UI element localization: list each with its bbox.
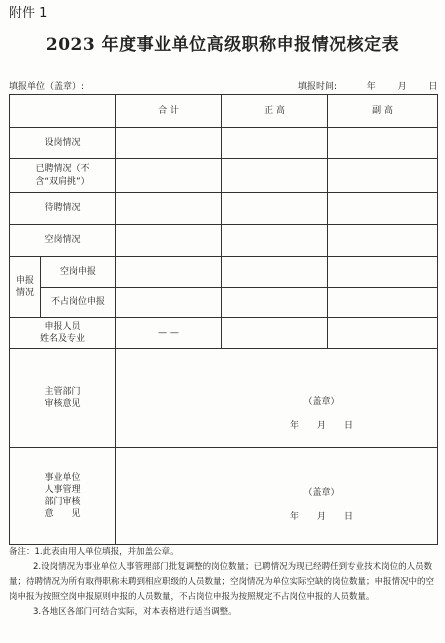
fill-unit-label: 填报单位（盖章）: [9,82,85,92]
header-row [10,95,438,128]
table-row [10,159,438,193]
column-senior-deputy: 副 高 [328,95,438,128]
row-label-hired [10,159,116,193]
row-label-dept-review [10,349,116,448]
row-label-applicants [10,318,116,349]
row-label-applicants-line1: 申报人员 [44,321,81,332]
input-cell[interactable] [116,257,222,288]
month-label: 月 [397,82,407,92]
input-cell[interactable] [222,318,328,349]
row-label-dept-line2: 审核意见 [44,399,81,409]
input-cell[interactable] [222,257,328,288]
header-corner-cell [10,95,116,128]
row-label-hired-line2: 含“双肩挑”） [35,176,90,187]
note-3: 3.各地区各部门可结合实际，对本表格进行适当调整。 [33,607,237,617]
input-cell[interactable] [328,225,438,257]
column-senior-full: 正 高 [222,95,328,128]
notes-section [9,545,437,620]
table-row [10,257,438,288]
input-cell[interactable] [222,288,328,318]
input-cell[interactable] [116,159,222,193]
day-label: 日 [428,82,438,92]
input-cell[interactable] [116,225,222,257]
input-cell[interactable] [222,225,328,257]
row-label-hired-line1: 已聘情况（不 [35,164,90,175]
row-label-dept-line1: 主管部门 [44,386,81,397]
applicant-total-dash: — — [116,318,222,349]
input-cell[interactable] [328,257,438,288]
row-label-declare-line2: 情况 [15,288,34,298]
page-title: 2023 年度事业单位高级职称申报情况核定表 [45,35,400,55]
row-label-declare-vacant: 空岗申报 [41,257,116,288]
row-label-hr-line4: 意 见 [44,509,81,520]
input-cell[interactable] [328,128,438,159]
approval-form-table [9,94,438,545]
input-cell[interactable] [116,128,222,159]
row-label-hr-line3: 部门审核 [44,497,81,507]
column-total: 合 计 [116,95,222,128]
dept-seal-date: 年 月 日 [289,421,353,431]
table-row [10,193,438,225]
row-label-declare [10,257,41,318]
input-cell[interactable] [222,128,328,159]
row-label-vacant: 空岗情况 [10,225,116,257]
input-cell[interactable] [328,193,438,225]
row-label-hr-line2: 人事管理 [44,484,81,495]
row-label-pending: 待聘情况 [10,193,116,225]
dept-seal-label: （盖章） [303,397,340,407]
row-label-hr-review [10,448,116,545]
hr-review-opinion-cell[interactable] [116,448,438,545]
year-label: 年 [366,82,376,92]
hr-seal-date: 年 月 日 [289,512,353,522]
input-cell[interactable] [328,318,438,349]
note-2: 2.设岗情况为事业单位人事管理部门批复调整的岗位数量；已聘情况为现已经聘任到专业技术岗位的人员数量；待聘情况为所有取得职称未聘到相应职级的人员数量；空岗情况为单位实际空缺的岗位数量；申报情况中的空岗申报为按照空岗申报原则申报的人员数量，不占岗位申报为按照规定不占岗位申报的人员数量。 [9,562,435,602]
table-row [10,318,438,349]
input-cell[interactable] [328,288,438,318]
table-row [10,288,438,318]
row-label-hr-line1: 事业单位 [44,472,81,483]
table-row [10,448,438,545]
table-row [10,225,438,257]
input-cell[interactable] [222,193,328,225]
input-cell[interactable] [328,159,438,193]
input-cell[interactable] [116,288,222,318]
fill-time-label: 填报时间: [298,82,338,92]
table-row [10,349,438,448]
table-row [10,128,438,159]
dept-review-opinion-cell[interactable] [116,349,438,448]
row-label-post-setting: 设岗情况 [10,128,116,159]
note-1: 备注：1.此表由用人单位填报，并加盖公章。 [9,547,179,557]
row-label-applicants-line2: 姓名及专业 [39,334,85,344]
row-label-declare-line1: 申报 [15,275,34,286]
input-cell[interactable] [116,193,222,225]
attachment-label: 附件 1 [9,6,48,21]
fill-time-field [298,79,437,92]
hr-seal-label: （盖章） [303,488,340,498]
row-label-declare-nonpost: 不占岗位申报 [41,288,116,318]
input-cell[interactable] [222,159,328,193]
